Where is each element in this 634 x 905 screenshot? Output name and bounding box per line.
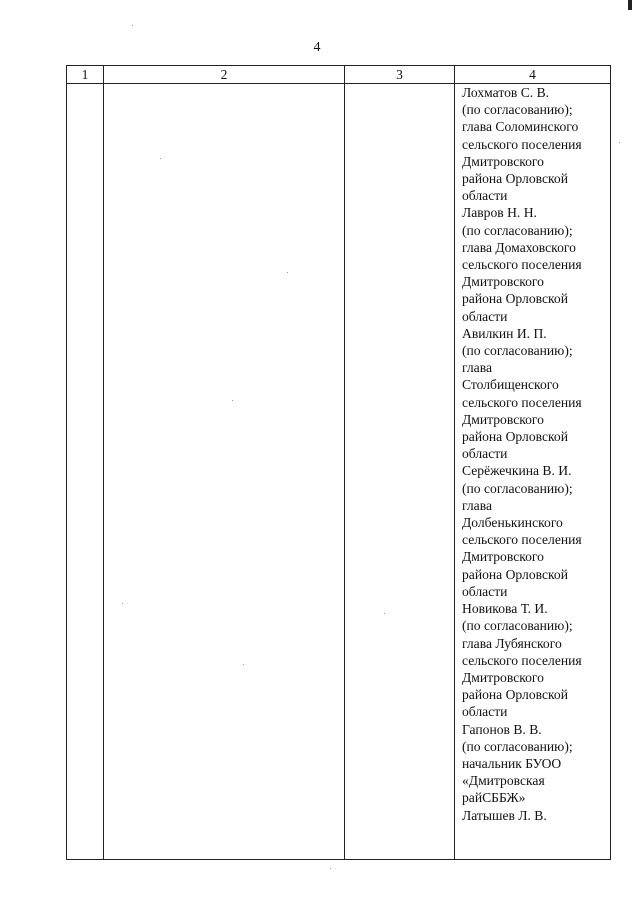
col4-line: (по согласованию);: [462, 343, 573, 359]
table-header-col-1: 1: [67, 66, 104, 84]
col4-line: района Орловской: [462, 429, 568, 445]
col4-line: области: [462, 308, 508, 324]
table-header-row: [67, 66, 611, 84]
responsible-persons-list: [455, 84, 610, 824]
col4-line: сельского поселения: [462, 136, 582, 152]
col4-line: «Дмитровская: [462, 773, 545, 789]
col4-line: начальник БУОО: [462, 755, 562, 771]
col4-line: сельского поселения: [462, 652, 582, 668]
scan-speck: [243, 664, 244, 665]
table-cell-col-1: [67, 84, 104, 860]
table-header-col-2: 2: [104, 66, 345, 84]
col4-line: сельского поселения: [462, 532, 582, 548]
col4-line: области: [462, 583, 508, 599]
table-cell-col-3: [345, 84, 455, 860]
col4-line: Долбенькинского: [462, 515, 563, 531]
col4-line: Дмитровского: [462, 274, 544, 290]
col4-line: района Орловской: [462, 291, 568, 307]
col4-line: Столбищенского: [462, 377, 559, 393]
col4-line: (по согласованию);: [462, 738, 573, 754]
scan-speck: [160, 158, 161, 159]
scan-speck: [232, 400, 233, 401]
col4-line: Дмитровского: [462, 411, 544, 427]
scan-speck: [287, 272, 288, 273]
col4-line: области: [462, 446, 508, 462]
col4-line: Гапонов В. В.: [462, 721, 542, 737]
col4-line: Латышев Л. В.: [462, 807, 547, 823]
col4-line: глава: [462, 497, 492, 513]
table-row: [67, 84, 611, 860]
col4-line: Дмитровского: [462, 669, 544, 685]
col4-line: (по согласованию);: [462, 102, 573, 118]
col4-line: Новикова Т. И.: [462, 601, 548, 617]
col4-line: области: [462, 188, 508, 204]
col4-line: района Орловской: [462, 687, 568, 703]
col4-line: Дмитровского: [462, 153, 544, 169]
col4-line: (по согласованию);: [462, 480, 573, 496]
col4-line: глава Лубянского: [462, 635, 562, 651]
col4-line: глава: [462, 360, 492, 376]
col4-line: Серёжечкина В. И.: [462, 463, 572, 479]
col4-line: (по согласованию);: [462, 618, 573, 634]
table-cell-col-4: [455, 84, 611, 860]
table-header-col-3: 3: [345, 66, 455, 84]
col4-line: сельского поселения: [462, 257, 582, 273]
col4-line: района Орловской: [462, 566, 568, 582]
document-table: [66, 65, 611, 860]
scan-speck: [384, 613, 385, 614]
col4-line: области: [462, 704, 508, 720]
col4-line: (по согласованию);: [462, 222, 573, 238]
col4-line: глава Домаховского: [462, 239, 576, 255]
scan-speck: [619, 142, 620, 143]
table-header-col-4: 4: [455, 66, 611, 84]
scan-speck: [132, 25, 133, 26]
scan-corner-mark: [628, 0, 632, 10]
scan-speck: [122, 603, 123, 604]
col4-line: Лохматов С. В.: [462, 85, 550, 100]
col4-line: Дмитровского: [462, 549, 544, 565]
col4-line: Лавров Н. Н.: [462, 205, 537, 221]
scan-speck: [330, 868, 331, 869]
col4-line: Авилкин И. П.: [462, 325, 547, 341]
col4-line: сельского поселения: [462, 394, 582, 410]
col4-line: района Орловской: [462, 171, 568, 187]
col4-line: райСББЖ»: [462, 790, 526, 806]
page-number: 4: [313, 40, 321, 55]
table-cell-col-2: [104, 84, 345, 860]
col4-line: глава Соломинского: [462, 119, 579, 135]
